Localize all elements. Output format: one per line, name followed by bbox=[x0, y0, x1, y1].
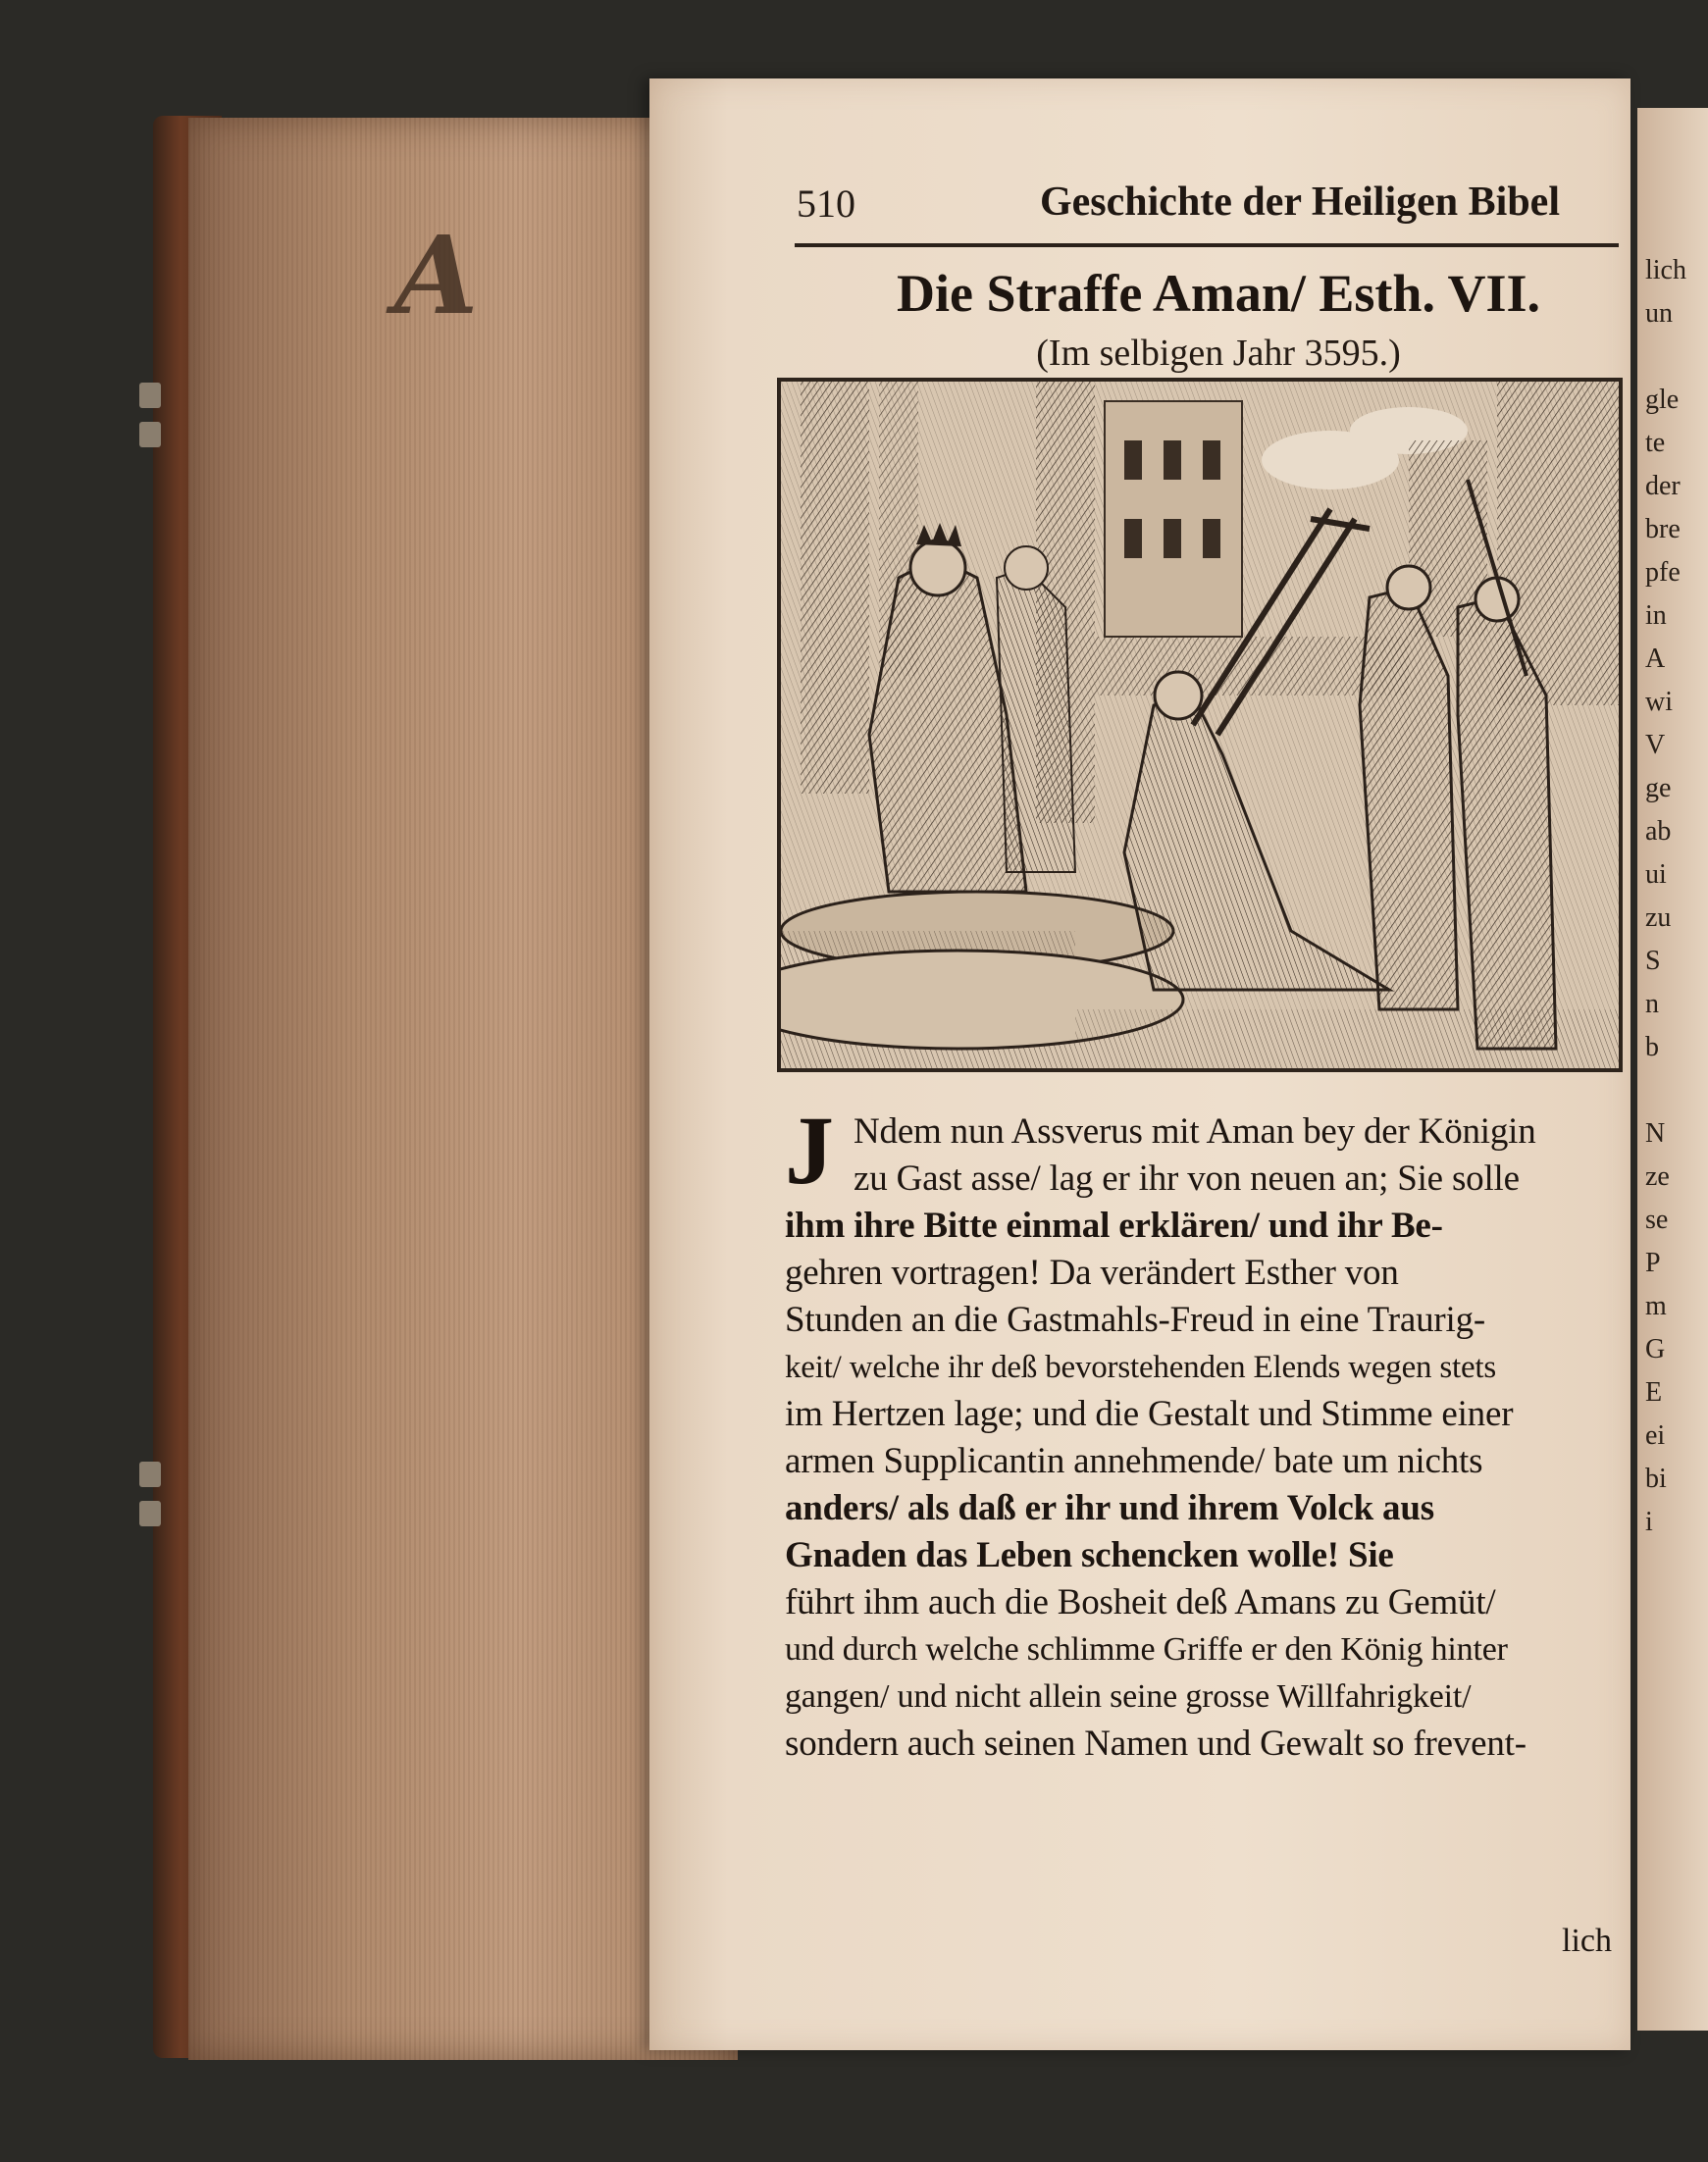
next-page-fragment: G bbox=[1645, 1334, 1666, 1364]
text-line: anders/ als daß er ihr und ihrem Volck aus bbox=[785, 1488, 1434, 1528]
next-page-fragment: n bbox=[1645, 989, 1659, 1019]
clasp-upper-2 bbox=[139, 422, 161, 447]
next-page-fragment bbox=[1637, 341, 1708, 385]
page-number: 510 bbox=[797, 181, 855, 226]
next-page-fragment: A bbox=[1645, 643, 1666, 674]
next-page-fragment: bi bbox=[1645, 1464, 1667, 1494]
body-text bbox=[785, 1096, 1589, 1768]
next-page-edge bbox=[1637, 108, 1708, 2031]
running-title: Geschichte der Heiligen Bibel bbox=[1039, 180, 1560, 225]
text-line: im Hertzen lage; und die Gestalt und Stimme einer bbox=[785, 1394, 1514, 1434]
clasp-lower bbox=[139, 1462, 161, 1487]
engraving-svg bbox=[781, 382, 1619, 1068]
text-line: führt ihm auch die Bosheit deß Amans zu Gemüt/ bbox=[785, 1582, 1496, 1622]
text-line: Stunden an die Gastmahls-Freud in eine Traurig- bbox=[785, 1300, 1486, 1340]
text-line: sondern auch seinen Namen und Gewalt so frevent- bbox=[785, 1724, 1527, 1764]
catchword: lich bbox=[1562, 1923, 1612, 1959]
drop-capital: J bbox=[785, 1096, 834, 1205]
next-page-fragment bbox=[1637, 1075, 1708, 1118]
next-page-fragment: S bbox=[1645, 946, 1661, 976]
next-page-fragment: E bbox=[1645, 1377, 1663, 1408]
next-page-fragment: bre bbox=[1645, 514, 1681, 544]
next-page-fragment: zu bbox=[1645, 902, 1672, 933]
next-page-fragment: V bbox=[1645, 730, 1666, 760]
engraving-illustration bbox=[777, 378, 1623, 1072]
clasp-lower-2 bbox=[139, 1501, 161, 1526]
next-page-fragment: se bbox=[1645, 1205, 1669, 1235]
next-page-fragment: te bbox=[1645, 428, 1666, 458]
next-page-fragment: un bbox=[1645, 298, 1673, 329]
page-header bbox=[795, 175, 1619, 247]
book-page bbox=[649, 78, 1630, 2050]
open-book bbox=[149, 98, 1708, 2060]
next-page-fragment: b bbox=[1645, 1032, 1659, 1062]
text-line: armen Supplicantin annehmende/ bate um nichts bbox=[785, 1441, 1483, 1481]
text-line: gangen/ und nicht allein seine grosse Willfahrigkeit/ bbox=[785, 1678, 1472, 1715]
next-page-fragment: pfe bbox=[1645, 557, 1681, 588]
chapter-title: Die Straffe Aman/ Esth. VII. bbox=[896, 264, 1540, 323]
text-line: und durch welche schlimme Griffe er den König hinter bbox=[785, 1631, 1508, 1668]
text-line: gehren vortragen! Da verändert Esther von bbox=[785, 1253, 1399, 1293]
next-page-fragment: N bbox=[1645, 1118, 1666, 1149]
next-page-fragment: ge bbox=[1645, 773, 1672, 803]
next-page-fragment: ui bbox=[1645, 859, 1667, 890]
next-page-fragment: gle bbox=[1645, 385, 1680, 415]
text-line: keit/ welche ihr deß bevorstehenden Elends wegen stets bbox=[785, 1350, 1497, 1385]
next-page-fragment: in bbox=[1645, 600, 1667, 631]
next-page-fragment: i bbox=[1645, 1507, 1653, 1537]
chapter-subtitle: (Im selbigen Jahr 3595.) bbox=[1036, 333, 1401, 374]
next-page-fragment: wi bbox=[1645, 687, 1673, 717]
text-line: zu Gast asse/ lag er ihr von neuen an; Sie solle bbox=[854, 1158, 1520, 1199]
edge-letter: A bbox=[394, 212, 479, 338]
text-line: Gnaden das Leben schencken wolle! Sie bbox=[785, 1535, 1394, 1575]
next-page-fragment: ab bbox=[1645, 816, 1672, 847]
clasp-upper bbox=[139, 383, 161, 408]
text-line: Ndem nun Assverus mit Aman bey der Königin bbox=[854, 1111, 1536, 1152]
next-page-fragment: der bbox=[1645, 471, 1681, 501]
next-page-fragment: lich bbox=[1645, 255, 1686, 285]
next-page-fragment: m bbox=[1645, 1291, 1667, 1321]
next-page-fragment: ze bbox=[1645, 1161, 1670, 1192]
text-line: ihm ihre Bitte einmal erklären/ und ihr Be- bbox=[785, 1206, 1443, 1246]
next-page-fragment: ei bbox=[1645, 1420, 1666, 1451]
next-page-fragment: P bbox=[1645, 1248, 1661, 1278]
